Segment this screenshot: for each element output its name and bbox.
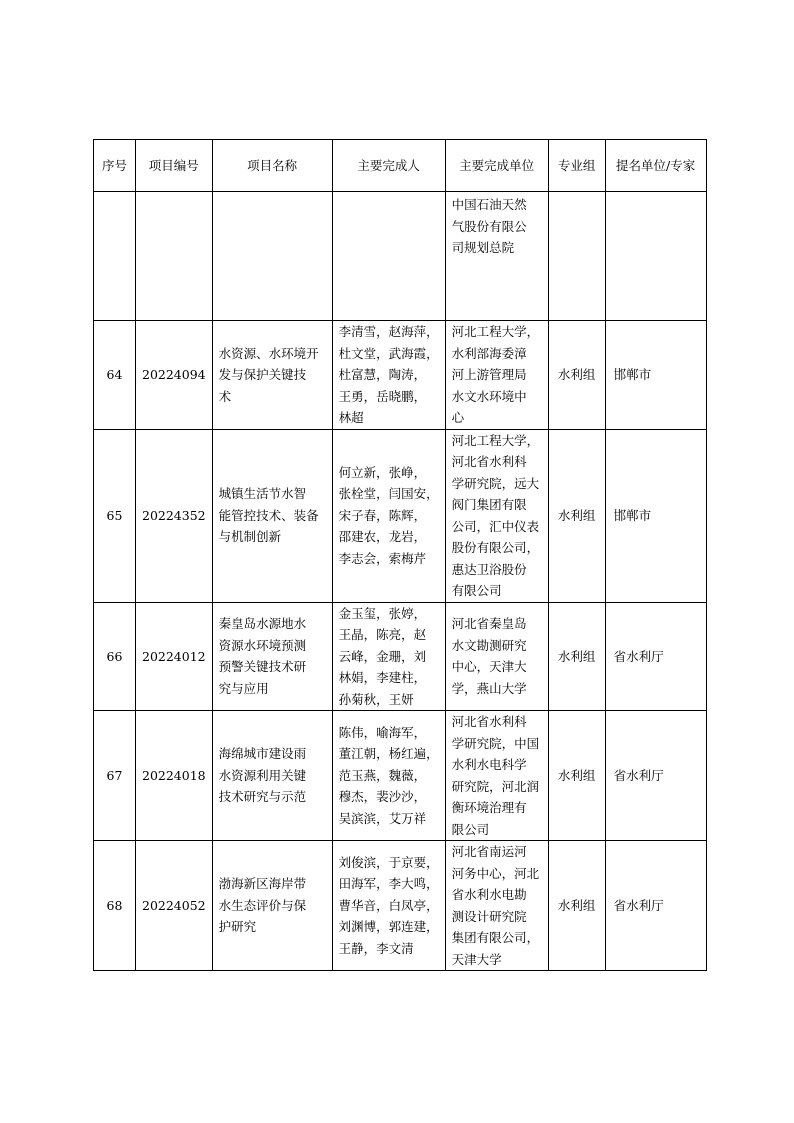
projects-table (93, 139, 707, 971)
cell-group: 水利组 (548, 429, 605, 602)
header-row (94, 140, 707, 192)
cell-project-code: 20224018 (136, 711, 213, 841)
table-row (94, 321, 707, 430)
cell-main-units-line: 中心，天津大 (451, 659, 527, 675)
cell-main-units-line: 学，燕山大学 (451, 680, 527, 696)
cell-project-name-line: 技术研究与示范 (218, 789, 307, 805)
cell-main-people-line: 张栓堂，闫国安， (338, 486, 439, 502)
cell-main-people (332, 321, 445, 430)
cell-project-name-line: 城镇生活节水智 (218, 486, 307, 502)
cell-main-units-line: 气股份有限公 (451, 218, 527, 234)
cell-project-name-line: 水资源利用关键 (218, 767, 307, 783)
cell-main-units (445, 602, 548, 711)
cell-nominator (605, 192, 706, 321)
cell-main-units-line: 省水利水电勘 (451, 887, 527, 902)
cell-project-code (136, 192, 213, 321)
cell-main-units-line: 水利部海委漳 (451, 345, 527, 361)
cell-project-name (212, 321, 332, 430)
table-row (94, 602, 707, 711)
cell-project-name-line: 究与应用 (218, 680, 269, 696)
cell-group: 水利组 (548, 841, 605, 971)
cell-main-people-line: 董江朝，杨红遍， (338, 746, 439, 762)
cell-main-units-line: 水文水环境中 (451, 388, 527, 404)
cell-main-units (445, 429, 548, 602)
cell-main-units-line: 司规划总院 (451, 240, 515, 255)
cell-main-people-line: 杜文堂，武海霞， (338, 345, 439, 361)
cell-nominator: 邯郸市 (605, 429, 706, 602)
header-main-units: 主要完成单位 (445, 140, 548, 192)
header-project-name: 项目名称 (212, 140, 332, 192)
cell-main-people-line: 田海军，李大鸣， (338, 876, 439, 892)
cell-main-units-line: 河上游管理局 (451, 367, 527, 382)
cell-main-people-line: 穆杰，裴沙沙， (338, 789, 427, 805)
cell-project-name (212, 429, 332, 602)
cell-main-units-line: 天津大学 (451, 951, 502, 967)
cell-main-people-line: 邵建农，龙岩， (338, 529, 427, 545)
cell-main-people-line: 李清雪，赵海萍， (338, 324, 439, 339)
cell-main-people-line: 李志会，索梅芹 (338, 550, 427, 566)
cell-group: 水利组 (548, 602, 605, 711)
cell-main-units-line: 河北省南运河 (451, 844, 527, 859)
cell-seq (94, 192, 136, 321)
cell-main-people-line: 杜富慧，陶涛， (338, 367, 427, 382)
cell-main-people (332, 841, 445, 971)
cell-main-people-line: 王勇，岳晓鹏， (338, 388, 427, 404)
cell-seq: 66 (94, 602, 136, 711)
cell-project-name-line: 预警关键技术研 (218, 659, 307, 675)
cell-main-people-line: 陈伟，喻海军， (338, 724, 427, 740)
table-row (94, 429, 707, 602)
cell-main-units-line: 学研究院，中国 (451, 735, 540, 751)
cell-seq: 65 (94, 429, 136, 602)
cell-project-name (212, 602, 332, 711)
cell-project-name (212, 192, 332, 321)
cell-main-units-line: 研究院，河北润 (451, 778, 540, 794)
cell-main-units-line: 中国石油天然 (451, 197, 527, 212)
cell-main-people-line: 林娟，李建柱， (338, 670, 427, 685)
cell-main-people-line: 何立新，张峥， (338, 464, 427, 480)
cell-seq: 64 (94, 321, 136, 430)
cell-main-people-line: 孙菊秋，王妍 (338, 691, 414, 707)
cell-project-name-line: 秦皇岛水源地水 (218, 616, 307, 632)
cell-main-units-line: 限公司 (451, 821, 490, 837)
cell-nominator: 省水利厅 (605, 711, 706, 841)
cell-main-units-line: 河北工程大学， (451, 324, 540, 339)
cell-project-name (212, 711, 332, 841)
cell-main-people (332, 429, 445, 602)
cell-main-units-line: 河北省水利科 (451, 454, 527, 469)
cell-project-name (212, 841, 332, 971)
cell-project-code: 20224012 (136, 602, 213, 711)
cell-main-people-line: 金玉玺，张婷， (338, 605, 427, 621)
cell-main-units-line: 心 (451, 410, 465, 425)
cell-main-units-line: 公司，汇中仪表 (451, 518, 540, 534)
header-project-code: 项目编号 (136, 140, 213, 192)
cell-main-people-line: 宋子春，陈辉， (338, 507, 427, 523)
cell-main-people-line: 吴滨滨，艾万祥 (338, 810, 427, 826)
cell-project-name-line: 能管控技术、装备 (218, 507, 319, 523)
cell-seq: 67 (94, 711, 136, 841)
table-row (94, 192, 707, 321)
cell-main-people-line: 王静，李文清 (338, 940, 414, 956)
cell-nominator: 省水利厅 (605, 841, 706, 971)
cell-project-code: 20224352 (136, 429, 213, 602)
cell-main-units-line: 股份有限公司， (451, 540, 540, 555)
cell-main-units-line: 河务中心，河北 (451, 865, 540, 881)
cell-main-people-line: 云峰，金珊，刘 (338, 648, 427, 664)
header-group: 专业组 (548, 140, 605, 192)
cell-main-units-line: 测设计研究院 (451, 908, 527, 924)
cell-main-people-line: 刘渊博，郭连建， (338, 919, 439, 935)
cell-main-units-line: 惠达卫浴股份 (451, 561, 527, 577)
cell-project-name-line: 水生态评价与保 (218, 897, 307, 913)
cell-main-units (445, 321, 548, 430)
cell-main-units-line: 水利水电科学 (451, 757, 527, 772)
cell-group: 水利组 (548, 711, 605, 841)
cell-nominator: 邯郸市 (605, 321, 706, 430)
cell-main-units (445, 192, 548, 321)
cell-project-name-line: 渤海新区海岸带 (218, 876, 307, 892)
cell-project-name-line: 发与保护关键技 (218, 367, 307, 382)
header-main-people: 主要完成人 (332, 140, 445, 192)
cell-main-units-line: 河北省水利科 (451, 714, 527, 729)
cell-main-units-line: 衡环境治理有 (451, 800, 527, 815)
cell-seq: 68 (94, 841, 136, 971)
cell-main-units-line: 水文勘测研究 (451, 637, 527, 653)
table-row (94, 841, 707, 971)
table-row (94, 711, 707, 841)
cell-main-units-line: 河北省秦皇岛 (451, 616, 527, 632)
cell-main-people-line: 范玉燕，魏薇， (338, 767, 427, 783)
cell-main-units-line: 阀门集团有限 (451, 497, 527, 512)
cell-nominator: 省水利厅 (605, 602, 706, 711)
cell-main-units-line: 河北工程大学， (451, 432, 540, 448)
cell-main-units-line: 学研究院，远大 (451, 475, 540, 491)
cell-main-units-line: 集团有限公司， (451, 930, 540, 945)
cell-group: 水利组 (548, 321, 605, 430)
cell-project-name-line: 水资源、水环境开 (218, 345, 319, 361)
cell-main-people-line: 曹华音，白凤亭， (338, 897, 439, 913)
cell-group (548, 192, 605, 321)
cell-main-people (332, 711, 445, 841)
cell-project-code: 20224052 (136, 841, 213, 971)
cell-project-name-line: 术 (218, 388, 232, 404)
cell-main-units (445, 841, 548, 971)
cell-project-name-line: 海绵城市建设雨 (218, 746, 307, 762)
cell-main-people (332, 192, 445, 321)
cell-main-people-line: 王晶，陈亮，赵 (338, 627, 427, 642)
cell-main-people-line: 刘俊滨，于京要， (338, 854, 439, 870)
cell-project-code: 20224094 (136, 321, 213, 430)
cell-main-people (332, 602, 445, 711)
cell-main-people-line: 林超 (338, 410, 364, 425)
header-seq: 序号 (94, 140, 136, 192)
cell-project-name-line: 护研究 (218, 919, 257, 935)
cell-main-units-line: 有限公司 (451, 583, 502, 598)
cell-main-units (445, 711, 548, 841)
header-nominator: 提名单位/专家 (605, 140, 706, 192)
cell-project-name-line: 与机制创新 (218, 529, 282, 545)
cell-project-name-line: 资源水环境预测 (218, 637, 307, 653)
